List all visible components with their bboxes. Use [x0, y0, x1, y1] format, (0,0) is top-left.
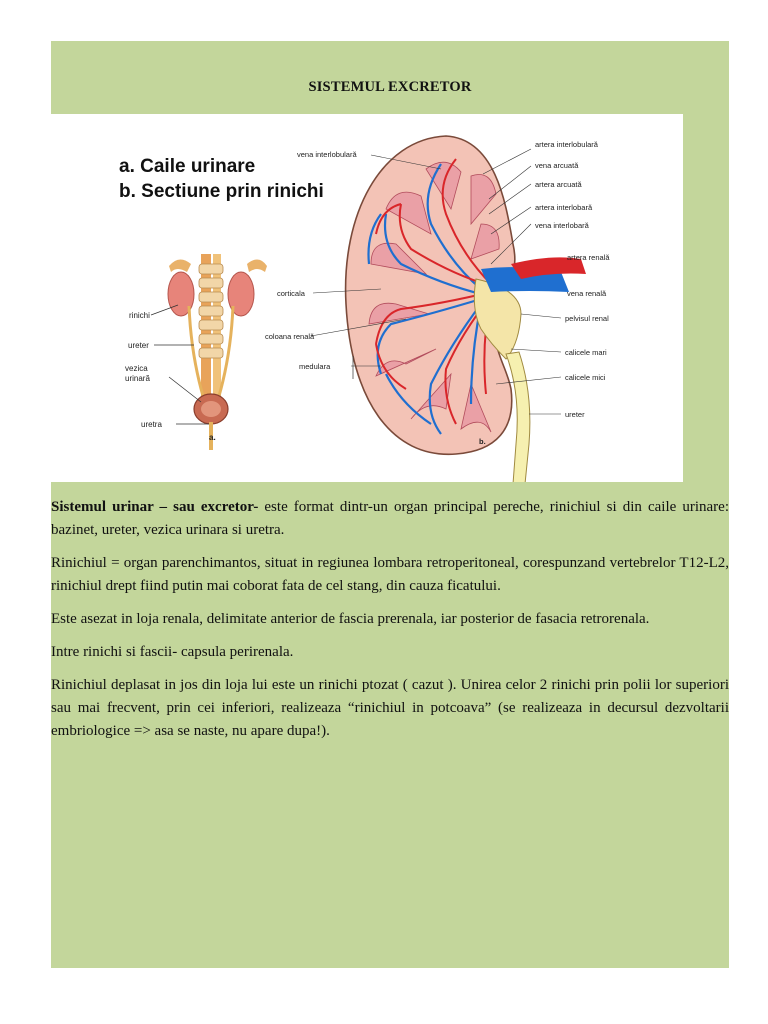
- kidney-figure: [51, 114, 683, 482]
- label-rinichi: rinichi: [129, 311, 150, 320]
- label-vezica-line1: vezica: [125, 364, 148, 373]
- figure-heading-a: a. Caile urinare: [119, 156, 256, 177]
- anatomy-illustration: [51, 114, 683, 482]
- paragraph-2-text: Rinichiul = organ parenchimantos, situat in regiunea lombara retroperitoneal, corespunzand vertebrelor T12-L2, rinichiul drept fiind putin mai coborat fata de cel stang, din cauza ficatului.: [51, 555, 729, 594]
- label-calicele-mari: calicele mari: [565, 348, 607, 357]
- label-vena-arcuata: vena arcuată: [535, 161, 579, 170]
- paragraph-4-text: Intre rinichi si fascii- capsula perirenala.: [51, 644, 294, 660]
- paragraph-3: [51, 608, 729, 631]
- figure-heading-b: b. Sectiune prin rinichi: [119, 181, 324, 202]
- paragraph-2: [51, 552, 729, 598]
- spine: [199, 264, 223, 358]
- panel-label-a: a.: [209, 433, 216, 442]
- urinary-tract-diagram: [125, 254, 267, 450]
- paragraph-5: [51, 674, 729, 743]
- label-medulara: medulara: [299, 362, 331, 371]
- label-ureter-a: ureter: [128, 341, 149, 350]
- label-vena-interlobulara-top: vena interlobulară: [297, 150, 357, 159]
- paragraph-4: [51, 641, 729, 664]
- paragraph-3-text: Este asezat in loja renala, delimitate anterior de fascia prerenala, iar posterior de fasacia retrorenala.: [51, 611, 650, 627]
- label-artera-renala: artera renală: [567, 253, 610, 262]
- document-page: [51, 41, 729, 968]
- label-pelvisul-renal: pelvisul renal: [565, 314, 609, 323]
- paragraph-5-text: Rinichiul deplasat in jos din loja lui este un rinichi ptozat ( cazut ). Unirea celor 2 rinichi prin polii lor superiori sau mai frecvent, prin cei inferiori, realizeaza “rinichiul in potcoava” (se realizeaza in decursul dezvoltarii embriologice => asa se naste, nu apare dupa!).: [51, 677, 729, 739]
- label-uretra: uretra: [141, 420, 162, 429]
- label-vena-interlobara: vena interlobară: [535, 221, 589, 230]
- paragraph-1-bold: Sistemul urinar – sau excretor-: [51, 499, 259, 515]
- label-vezica-line2: urinară: [125, 374, 150, 383]
- paragraph-1-text: este format dintr-un organ principal pereche, rinichiul si din caile urinare: bazinet, ureter, vezica urinara si uretra.: [51, 499, 729, 538]
- label-vena-renala: vena renală: [567, 289, 607, 298]
- label-coloana-renala: coloana renală: [265, 332, 315, 341]
- label-calicele-mici: calicele mici: [565, 373, 606, 382]
- label-artera-interlobara: artera interlobară: [535, 203, 593, 212]
- label-artera-arcuata: artera arcuată: [535, 180, 582, 189]
- adrenal-left: [169, 259, 191, 272]
- label-corticala: corticala: [277, 289, 305, 298]
- label-ureter-b: ureter: [565, 410, 585, 419]
- body-text: [51, 496, 729, 753]
- adrenal-right: [247, 259, 267, 272]
- page-title: SISTEMUL EXCRETOR: [308, 79, 472, 95]
- paragraph-1: [51, 496, 729, 542]
- panel-label-b: b.: [479, 437, 486, 446]
- label-artera-interlobulara: artera interlobulară: [535, 140, 598, 149]
